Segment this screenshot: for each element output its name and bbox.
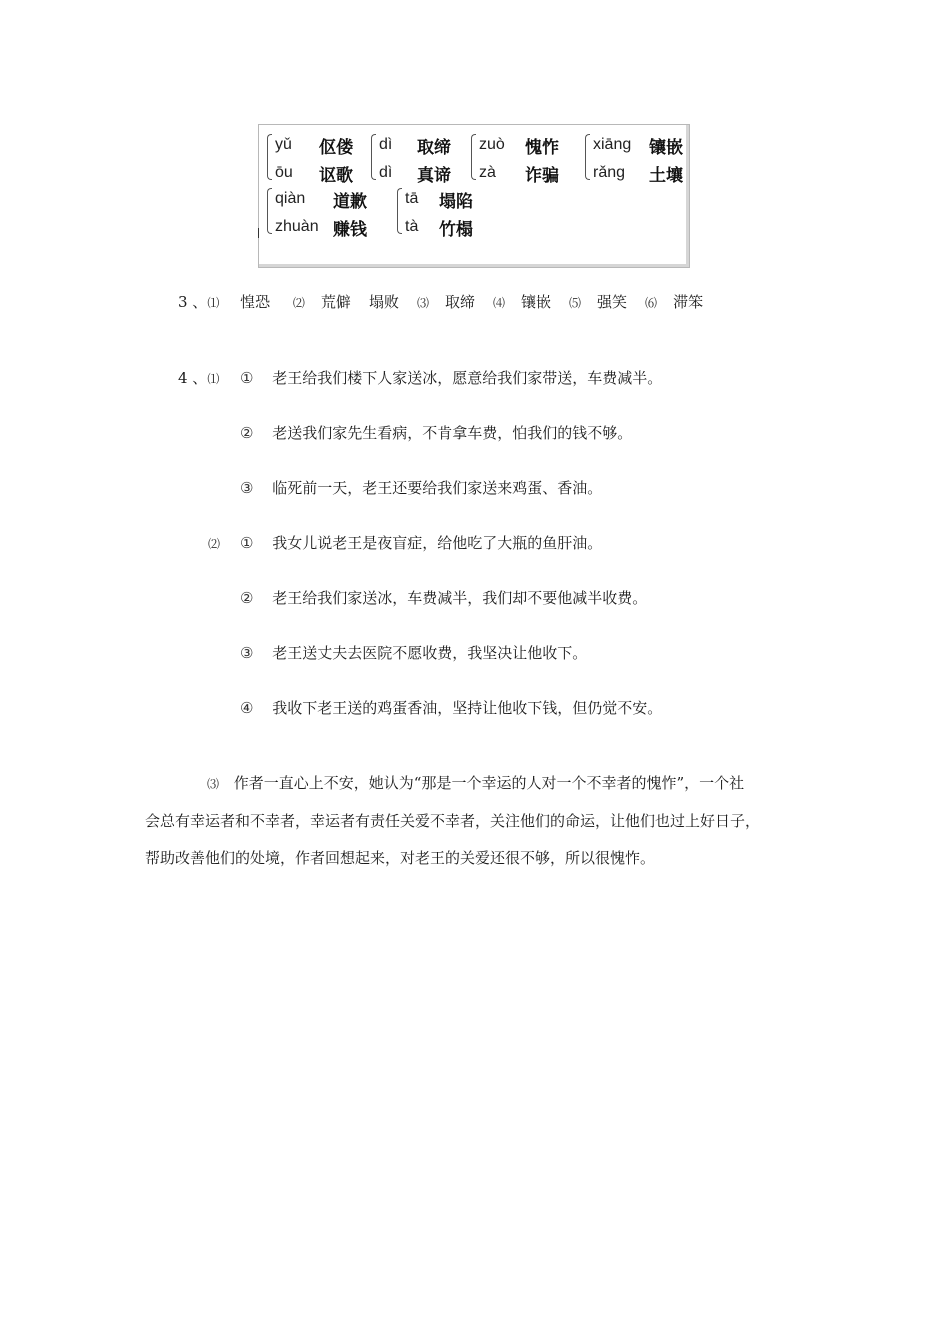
pinyin-row (379, 159, 451, 187)
pinyin-answer-box (258, 124, 690, 268)
item-number: ⑴ (207, 296, 220, 310)
word: 诈骗 (525, 165, 559, 186)
pinyin-row (379, 131, 451, 159)
answer-text: 老王给我们楼下人家送冰，愿意给我们家带送，车费减半。 (272, 369, 663, 387)
word: 镶嵌 (649, 137, 683, 158)
item-mark: ③ (240, 644, 254, 662)
word: 道歉 (333, 191, 367, 212)
brace-icon (585, 134, 590, 180)
item-mark: ④ (240, 699, 254, 717)
answer-word: 塌败 (368, 293, 399, 311)
pinyin: tà (405, 218, 419, 235)
answer-text: 老王送丈夫去医院不愿收费，我坚决让他收下。 (272, 644, 588, 662)
answer-line (240, 533, 602, 553)
item-number: ⑵ (208, 537, 221, 551)
pinyin-group (267, 131, 353, 187)
item-number: ⑶ (416, 296, 429, 310)
pinyin-group (371, 131, 451, 187)
word: 赚钱 (333, 219, 367, 240)
answer-line (240, 423, 632, 443)
item-mark: ① (240, 369, 254, 387)
word: 取缔 (417, 137, 451, 158)
brace-icon (371, 134, 376, 180)
item-mark: ① (240, 534, 254, 552)
brace-icon (397, 188, 402, 234)
pinyin: zhuàn (275, 218, 319, 235)
cursor-mark (258, 228, 259, 238)
word: 真谛 (417, 165, 451, 186)
answer-text: 我收下老王送的鸡蛋香油，坚持让他收下钱，但仍觉不安。 (272, 699, 663, 717)
word: 土壤 (649, 165, 683, 186)
answer-text: 我女儿说老王是夜盲症，给他吃了大瓶的鱼肝油。 (272, 534, 603, 552)
item-number: ⑵ (292, 296, 305, 310)
pinyin-group (471, 131, 559, 187)
paragraph-line (145, 765, 805, 803)
answer-line (240, 588, 647, 608)
word: 竹榻 (439, 219, 473, 240)
word: 伛偻 (319, 137, 353, 158)
pinyin: rǎng (593, 164, 626, 181)
answer-text: 老王给我们家送冰，车费减半，我们却不要他减半收费。 (272, 589, 648, 607)
paragraph-line: 会总有幸运者和不幸者，幸运者有责任关爱不幸者，关注他们的命运，让他们也过上好日子， (145, 812, 761, 830)
pinyin-row (593, 159, 683, 187)
pinyin-row (275, 131, 353, 159)
brace-icon (267, 134, 272, 180)
pinyin-group (397, 185, 473, 241)
pinyin-row (479, 131, 559, 159)
answer-text: 临死前一天，老王还要给我们家送来鸡蛋、香油。 (272, 479, 603, 497)
pinyin-row (275, 213, 367, 241)
part-label (208, 533, 220, 554)
answer-line (240, 478, 602, 498)
pinyin-row (405, 185, 473, 213)
answer-word: 强笑 (597, 293, 628, 311)
pinyin: dì (379, 136, 393, 153)
pinyin: qiàn (275, 190, 306, 207)
answer-line (240, 698, 662, 718)
answer-word: 滞笨 (673, 293, 704, 311)
item-mark: ② (240, 589, 254, 607)
answer-word: 镶嵌 (521, 293, 552, 311)
pinyin-group (267, 185, 367, 241)
word: 塌陷 (439, 191, 473, 212)
pinyin-row (593, 131, 683, 159)
paragraph-text: 作者一直心上不安，她认为“那是一个幸运的人对一个不幸者的愧怍”，一个社 (233, 774, 745, 792)
pinyin-row (275, 185, 367, 213)
item-mark: ② (240, 424, 254, 442)
answer-line (240, 368, 662, 388)
pinyin: dì (379, 164, 393, 181)
pinyin: zà (479, 164, 496, 181)
question-number: 4 、 (178, 369, 208, 387)
pinyin-row (275, 159, 353, 187)
question-number: 3 、 (178, 293, 208, 311)
item-mark: ③ (240, 479, 254, 497)
item-number: ⑹ (645, 296, 658, 310)
word: 愧怍 (525, 137, 559, 158)
item-number: ⑷ (492, 296, 505, 310)
pinyin: ōu (275, 164, 293, 181)
item-number: ⑴ (207, 372, 220, 386)
answer-word: 荒僻 (320, 293, 351, 311)
answer-paragraph (145, 765, 805, 877)
pinyin-row (405, 213, 473, 241)
answer-line (240, 643, 587, 663)
item-number: ⑸ (569, 296, 582, 310)
question-3-answers (178, 292, 721, 313)
question-4-label (178, 368, 219, 389)
pinyin: zuò (479, 136, 505, 153)
pinyin: tā (405, 190, 419, 207)
answer-word: 惶恐 (240, 293, 271, 311)
pinyin-group (585, 131, 683, 187)
pinyin-row (479, 159, 559, 187)
pinyin: xiāng (593, 136, 632, 153)
brace-icon (471, 134, 476, 180)
answer-word: 取缔 (444, 293, 475, 311)
word: 讴歌 (319, 165, 353, 186)
paragraph-line: 帮助改善他们的处境，作者回想起来，对老王的关爱还很不够，所以很愧怍。 (145, 849, 656, 867)
answer-text: 老送我们家先生看病，不肯拿车费，怕我们的钱不够。 (272, 424, 633, 442)
item-number: ⑶ (207, 777, 220, 791)
brace-icon (267, 188, 272, 234)
pinyin: yǔ (275, 136, 292, 153)
